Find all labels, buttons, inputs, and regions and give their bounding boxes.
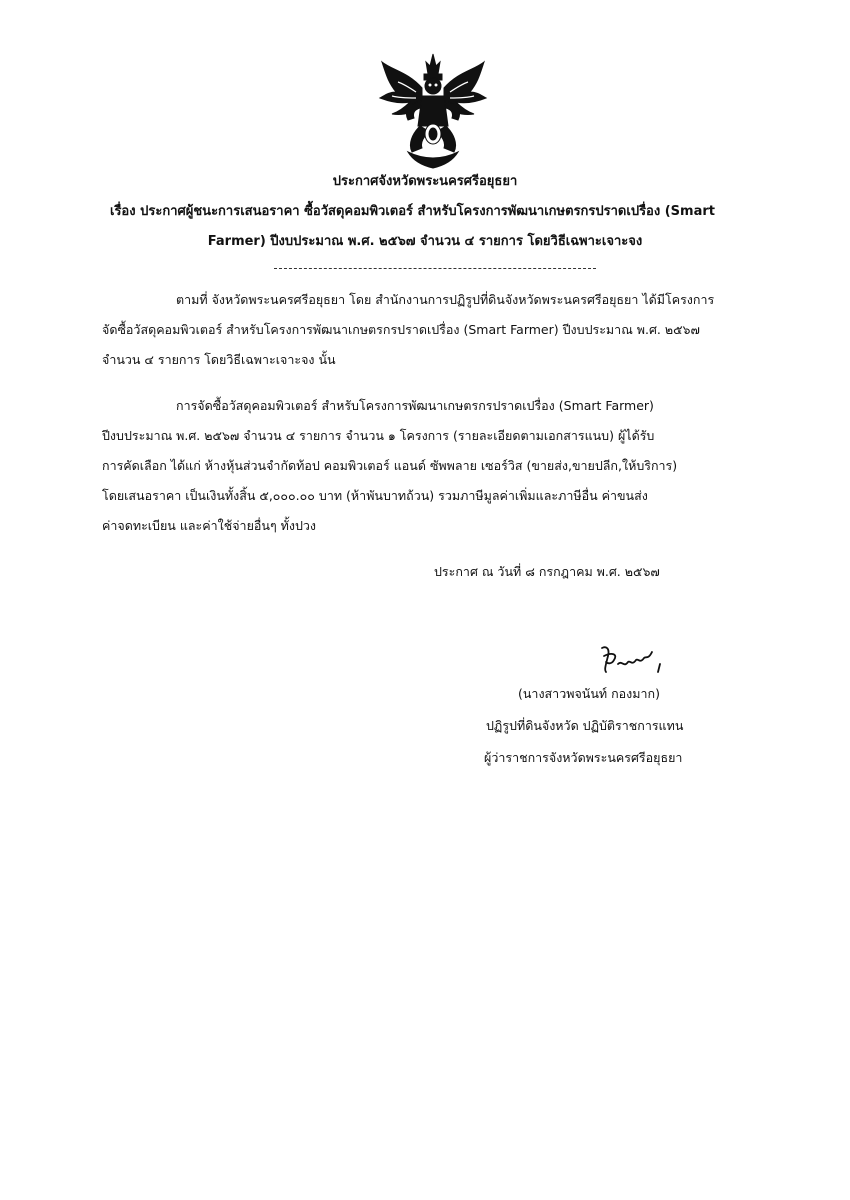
paragraph-1-line-3: จำนวน ๔ รายการ โดยวิธีเฉพาะเจาะจง นั้น [102, 352, 336, 367]
announcement-title: ประกาศจังหวัดพระนครศรีอยุธยา [332, 174, 518, 189]
paragraph-2-line-2: ปีงบประมาณ พ.ศ. ๒๕๖๗ จำนวน ๔ รายการ จำนวน ๑ โครงการ (รายละเอียดตามเอกสารแนบ) ผู้ได้รับ [102, 428, 655, 443]
handwritten-signature [596, 642, 666, 678]
paragraph-2-line-4: โดยเสนอราคา เป็นเงินทั้งสิ้น ๕,๐๐๐.๐๐ บาท (ห้าพันบาทถ้วน) รวมภาษีมูลค่าเพิ่มและภาษีอื่น ค่าขนส่ง [102, 488, 648, 503]
title-divider [274, 268, 596, 269]
paragraph-2-line-3: การคัดเลือก ได้แก่ ห้างหุ้นส่วนจำกัดท้อป คอมพิวเตอร์ แอนด์ ซัพพลาย เซอร์วิส (ขายส่ง,ขายปลีก,ให้บริการ) [102, 458, 678, 473]
subject-line-2: Farmer) ปีงบประมาณ พ.ศ. ๒๕๖๗ จำนวน ๔ รายการ โดยวิธีเฉพาะเจาะจง [207, 234, 643, 249]
signatory-name: (นางสาวพจนันท์ กองมาก) [518, 686, 660, 701]
signatory-position-1: ปฏิรูปที่ดินจังหวัด ปฏิบัติราชการแทน [486, 718, 684, 733]
subject-line-1: เรื่อง ประกาศผู้ชนะการเสนอราคา ซื้อวัสดุคอมพิวเตอร์ สำหรับโครงการพัฒนาเกษตรกรปราดเปรื่อง (Smart [110, 204, 715, 219]
garuda-emblem-icon [378, 52, 488, 170]
signatory-position-2: ผู้ว่าราชการจังหวัดพระนครศรีอยุธยา [484, 750, 683, 765]
paragraph-2-line-1: การจัดซื้อวัสดุคอมพิวเตอร์ สำหรับโครงการพัฒนาเกษตรกรปราดเปรื่อง (Smart Farmer) [176, 398, 654, 413]
paragraph-2-line-5: ค่าจดทะเบียน และค่าใช้จ่ายอื่นๆ ทั้งปวง [102, 518, 317, 533]
paragraph-1-line-2: จัดซื้อวัสดุคอมพิวเตอร์ สำหรับโครงการพัฒนาเกษตรกรปราดเปรื่อง (Smart Farmer) ปีงบประมาณ พ.ศ. ๒๕๖๗ [102, 322, 700, 337]
announcement-date: ประกาศ ณ วันที่ ๘ กรกฎาคม พ.ศ. ๒๕๖๗ [434, 564, 660, 579]
paragraph-1-line-1: ตามที่ จังหวัดพระนครศรีอยุธยา โดย สำนักงานการปฏิรูปที่ดินจังหวัดพระนครศรีอยุธยา ได้มีโครงการ [176, 292, 715, 307]
